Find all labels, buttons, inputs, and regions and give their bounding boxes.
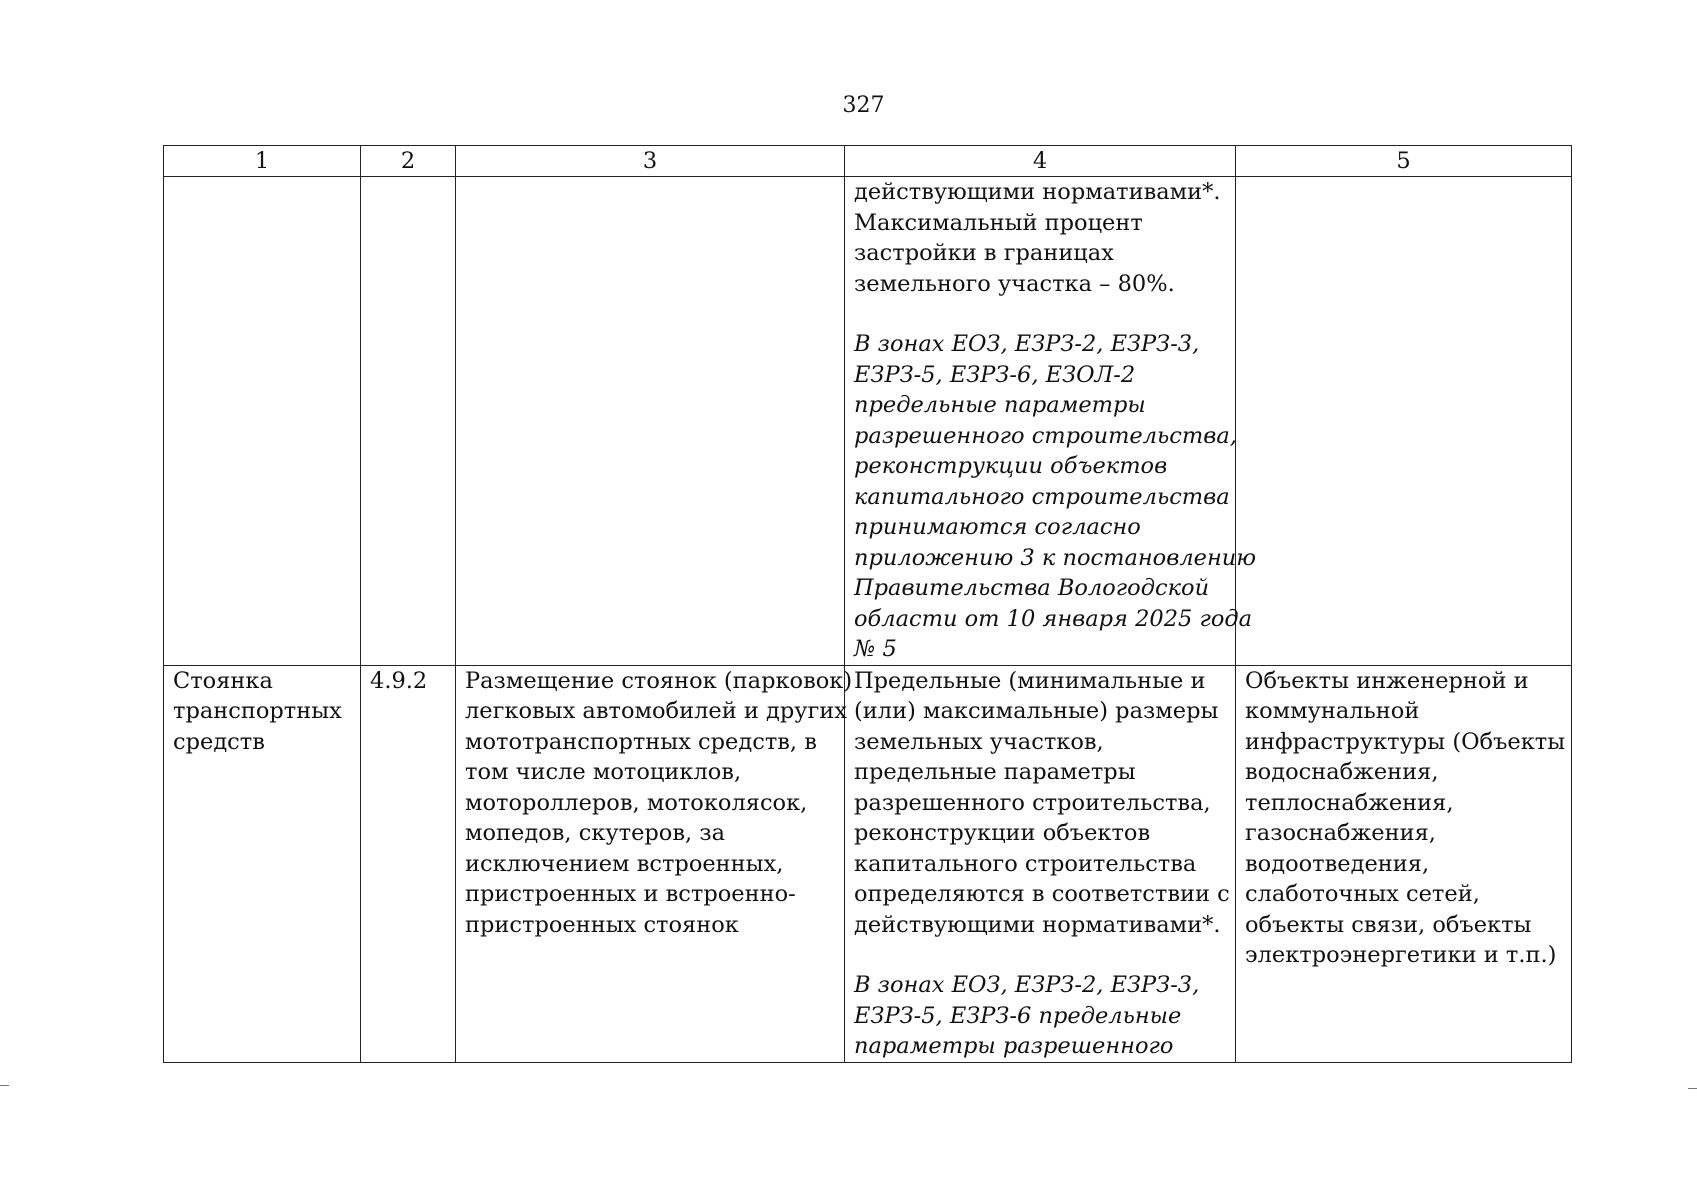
text-line: застройки в границах (854, 240, 1114, 266)
text-line: слаботочных сетей, (1245, 881, 1480, 907)
text-line: Максимальный процент (854, 209, 1143, 236)
row2-col1 (164, 665, 361, 1063)
italic-line: В зонах ЕОЗ, ЕЗРЗ-2, ЕЗРЗ-3, (854, 331, 1200, 357)
text-line: объекты связи, объекты (1245, 911, 1532, 938)
italic-line: области от 10 января 2025 года (854, 605, 1253, 632)
text-line: Предельные (минимальные и (854, 667, 1206, 694)
text-line: предельные параметры (854, 759, 1136, 785)
row2-col4 (845, 665, 1236, 1063)
italic-line: капитального строительства (854, 483, 1230, 510)
text-line: реконструкции объектов (854, 820, 1151, 846)
text-line: пристроенных стоянок (465, 911, 739, 938)
row1-col1 (164, 177, 361, 666)
text-line: коммунальной (1245, 698, 1420, 724)
header-row (164, 146, 1572, 177)
text-line: капитального строительства (854, 850, 1197, 877)
row1-col4 (845, 177, 1257, 666)
text-line: теплоснабжения, (1245, 789, 1454, 816)
italic-line: ЕЗРЗ-5, ЕЗРЗ-6 предельные (854, 1002, 1182, 1029)
text-line: действующими нормативами*. (854, 179, 1221, 205)
row2-col3 (456, 665, 853, 1063)
text-line: мототранспортных средств, в (465, 728, 817, 755)
scan-mark (0, 1085, 9, 1086)
italic-line: В зонах ЕОЗ, ЕЗРЗ-2, ЕЗРЗ-3, (854, 972, 1200, 998)
text-line: Объекты инженерной и (1245, 667, 1529, 694)
text-line: электроэнергетики и т.п.) (1245, 942, 1557, 968)
header-cell-5: 5 (1236, 146, 1572, 177)
italic-line: принимаются согласно (854, 514, 1141, 540)
text-line: транспортных (173, 698, 342, 724)
header-cell-1: 1 (164, 146, 361, 177)
scan-mark (1688, 1088, 1697, 1089)
italic-line: реконструкции объектов (854, 453, 1168, 479)
text-line: разрешенного строительства, (854, 789, 1211, 816)
header-cell-2: 2 (361, 146, 456, 177)
text-line: легковых автомобилей и других (465, 698, 847, 724)
text-line: газоснабжения, (1245, 820, 1436, 846)
text-line: исключением встроенных, (465, 850, 784, 877)
text-line: определяются в соответствии с (854, 881, 1230, 907)
header-cell-3: 3 (456, 146, 845, 177)
italic-line: параметры разрешенного (854, 1033, 1174, 1059)
text-line: пристроенных и встроенно- (465, 881, 796, 907)
italic-line: разрешенного строительства, (854, 422, 1237, 449)
text-line: средств (173, 728, 265, 755)
text-line: Размещение стоянок (парковок) (465, 667, 853, 694)
text-line: водоснабжения, (1245, 759, 1439, 785)
text-line: мопедов, скутеров, за (465, 820, 726, 846)
code-text: 4.9.2 (370, 667, 428, 694)
text-line: действующими нормативами*. (854, 911, 1221, 938)
row2-col2 (361, 665, 456, 1063)
text-line: земельного участка – 80%. (854, 270, 1175, 297)
italic-line: Правительства Вологодской (854, 575, 1210, 601)
table-row (164, 665, 1572, 1063)
italic-line: предельные параметры (854, 392, 1146, 418)
text-line: земельных участков, (854, 728, 1104, 755)
header-cell-4: 4 (845, 146, 1236, 177)
text-line: Стоянка (173, 667, 273, 694)
italic-line: № 5 (854, 636, 897, 662)
text-line: водоотведения, (1245, 850, 1430, 877)
table-row (164, 177, 1572, 666)
text-line: том числе мотоциклов, (465, 759, 742, 785)
italic-line: ЕЗРЗ-5, ЕЗРЗ-6, ЕЗОЛ-2 (854, 361, 1136, 388)
row1-col5 (1236, 177, 1572, 666)
row2-col5 (1236, 665, 1572, 1063)
text-line: инфраструктуры (Объекты (1245, 728, 1566, 755)
text-line: мотороллеров, мотоколясок, (465, 789, 808, 816)
row1-col3 (456, 177, 845, 666)
zoning-table (163, 145, 1572, 1063)
row1-col2 (361, 177, 456, 666)
page-number: 327 (842, 93, 885, 118)
text-line: (или) максимальные) размеры (854, 698, 1219, 724)
italic-line: приложению 3 к постановлению (854, 544, 1257, 571)
